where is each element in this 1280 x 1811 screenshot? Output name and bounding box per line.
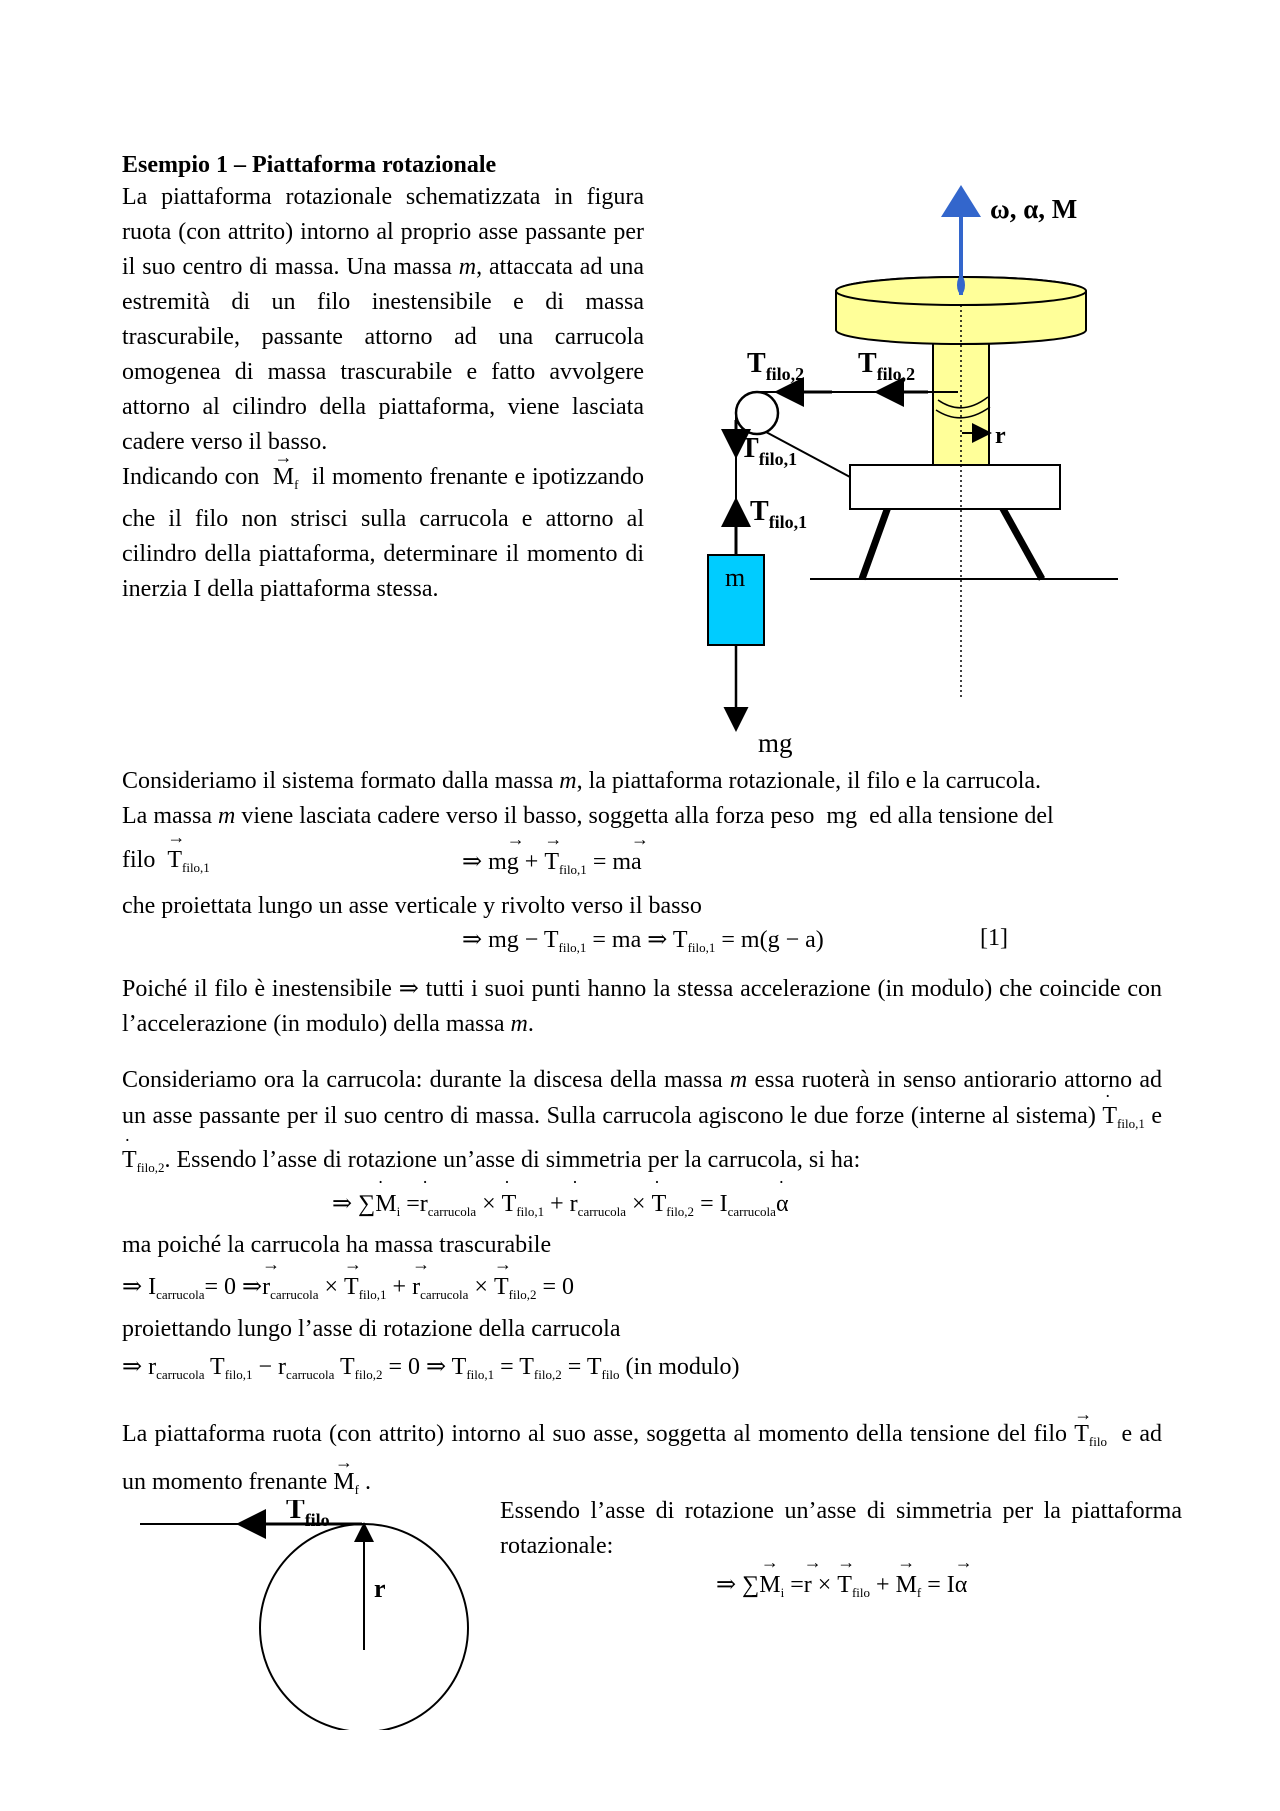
paragraph-projection: che proiettata lungo un asse verticale y rivolto verso il basso xyxy=(122,893,702,919)
r-label-fig1: r xyxy=(995,423,1006,449)
t2-left-label: $T_{filo,2}$ xyxy=(747,348,805,384)
figure-cylinder-section xyxy=(130,1500,490,1730)
mass-label: m xyxy=(725,563,746,592)
paragraph-symmetry: Essendo l’asse di rotazione un’asse di simmetria per la piattaforma rotazionale: xyxy=(500,1498,1182,1559)
equation-massless-pulley: ⇒ $I_{carrucola}= 0$ ⇒→ $r_{carrucola}$ × → $T_{filo,1}$ + → $r_{carrucola}$ × → $T_{filo,2} = 0$ xyxy=(122,1272,574,1303)
pulley xyxy=(736,392,778,434)
equation-tension-equal: ⇒ $r_{carrucola}$ $T_{filo,1} - r_{carrucola}$ $T_{filo,2} = 0$ ⇒ $T_{filo,1} = T_{filo,2} = T_{filo}$ (in modulo) xyxy=(122,1354,740,1382)
paragraph-massless: ma poiché la carrucola ha massa trascurabile xyxy=(122,1232,552,1258)
leg-left xyxy=(862,507,888,579)
t1-lower-label: $T_{filo,1}$ xyxy=(750,496,808,532)
equation-1: ⇒ mg − $T_{filo,1}$ = ma ⇒ $T_{filo,1} = m(g - a)$ xyxy=(462,927,824,955)
t-filo-label: $T_{filo}$ xyxy=(286,1500,330,1530)
mg-label: mg xyxy=(758,728,793,758)
paragraph-platform-torque: La piattaforma ruota (con attrito) intorno al suo asse, soggetta al momento della tensione del filo → $T_{filo}$ e ad un momento frenante → $M_f$ . xyxy=(122,1414,1162,1510)
equation-number-1: [1] xyxy=(980,925,1008,951)
mf-vector: → M xyxy=(273,460,294,495)
t1-upper-label: $T_{filo,1}$ xyxy=(740,433,798,469)
intro-question: Indicando con → $M_f$ il momento frenante e ipotizzando che il filo non strisci sulla carrucola e attorno al cilindro della piattaforma, determinare il momento di inerzia I della piattaforma stessa. xyxy=(122,460,644,607)
paragraph-inextensible: Poiché il filo è inestensibile ⇒ tutti i suoi punti hanno la stessa accelerazione (in modulo) che coincide con l’accelerazione (in modulo) della massa m. xyxy=(122,976,1162,1037)
page-title: Esempio 1 – Piattaforma rotazionale xyxy=(122,152,497,178)
r-label-fig2: r xyxy=(374,1574,386,1603)
figure-platform xyxy=(700,185,1140,760)
platform-base xyxy=(850,465,1060,509)
paragraph-mass-fall: La massa m viene lasciata cadere verso il basso, soggetta alla forza peso mg ed alla tensione del xyxy=(122,803,1054,829)
paragraph-pulley: Consideriamo ora la carrucola: durante la discesa della massa m essa ruoterà in senso antiorario attorno ad un asse passante per il suo centro di massa. Sulla carrucola agiscono le due forze (interne al sistema) ˙ $T_{filo,1}$ e ˙ $T_{filo,2}$. Essendo l’asse di rotazione un’asse di simmetria per la carrucola, si ha: xyxy=(122,1062,1162,1186)
paragraph-projecting-pulley: proiettando lungo l’asse di rotazione della carrucola xyxy=(122,1316,621,1342)
equation-pulley-moments: ⇒ ∑˙ $M_i$ =˙ $r_{carrucola}$ × ˙ $T_{filo,1}$ + ˙ $r_{carrucola}$ × ˙ $T_{filo,2}$ = $I_{carrucola}˙$ α xyxy=(332,1189,789,1220)
leg-right xyxy=(1002,507,1042,579)
omega-label: ω, α, M xyxy=(990,194,1078,224)
equation-platform-moments: ⇒ ∑→ $M_i =\to r$ × → $T_{filo}$ + → $M_f = I\to \alpha$ xyxy=(716,1570,967,1601)
equation-newton: ⇒ m→ g + → $T_{filo,1} = m\to a$ xyxy=(462,847,642,878)
paragraph-system: Consideriamo il sistema formato dalla massa m, la piattaforma rotazionale, il filo e la carrucola. xyxy=(122,768,1042,794)
line-filo: filo → $T_{filo,1}$ xyxy=(122,847,210,876)
intro-paragraph: La piattaforma rotazionale schematizzata in figura ruota (con attrito) intorno al proprio asse passante per il suo centro di massa. Una massa m, attaccata ad una estremità di un filo inestensibile e di massa trascurabile, passante attorno ad una carrucola omogenea di massa trascurabile e fatto avvolgere attorno al cilindro della piattaforma, viene lasciata cadere verso il basso. xyxy=(122,184,644,455)
t2-right-label: $T_{filo,2}$ xyxy=(858,348,916,384)
